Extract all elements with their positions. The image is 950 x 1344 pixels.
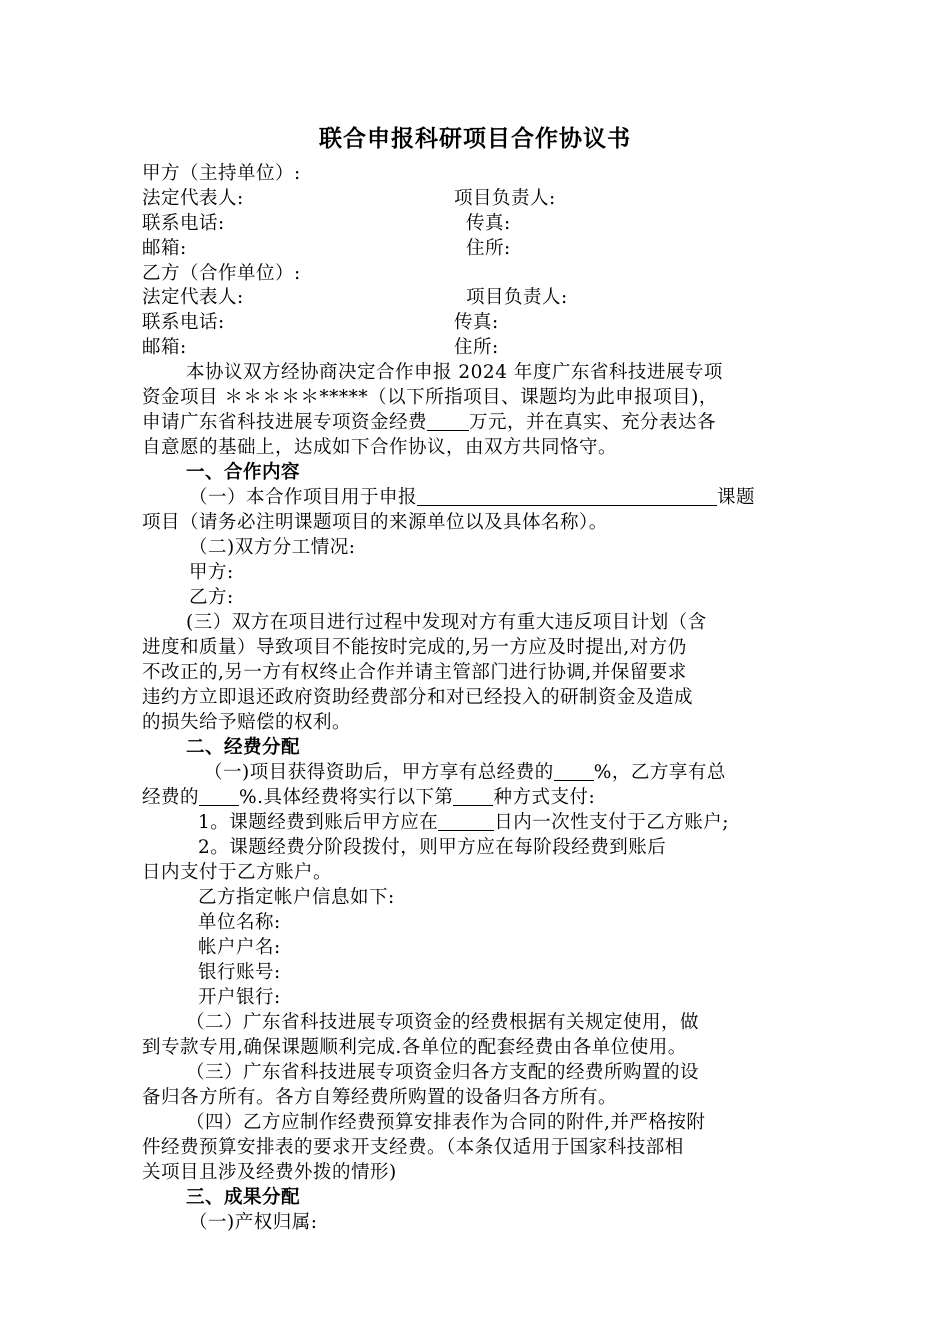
- project-name-blank: [417, 487, 717, 506]
- section-2-item-3-line-2: 备归各方所有。各方自筹经费所购置的设备归各方所有。: [142, 1087, 618, 1108]
- section-1-party-b: 乙方:: [189, 587, 234, 608]
- party-a-row-1: [142, 187, 812, 212]
- section-2-item-1-e: 种方式支付:: [493, 787, 596, 808]
- section-2-item-1-b: %，乙方享有总: [593, 762, 726, 783]
- party-b-row-2: [142, 311, 812, 336]
- intro-line-3: [142, 411, 812, 436]
- party-b-heading: 乙方（合作单位）:: [142, 263, 301, 284]
- account-unit-name: 单位名称:: [198, 912, 281, 933]
- party-b-fax: 传真:: [454, 312, 499, 333]
- party-a-row-2: [142, 212, 812, 237]
- section-2-option-1-b: 日内一次性支付于乙方账户;: [494, 812, 730, 833]
- section-1-item-3-line-3: 不改正的,另一方有权终止合作并请主管部门进行协调,并保留要求: [142, 662, 687, 683]
- section-2-heading: 二、经费分配: [186, 737, 301, 758]
- intro-line-1: 本协议双方经协商决定合作申报 2024 年度广东省科技进展专项: [186, 362, 723, 383]
- intro-line-3-a: 申请广东省科技进展专项资金经费: [142, 412, 428, 433]
- section-1-item-3-line-2: 进度和质量）导致项目不能按时完成的,另一方应及时提出,对方仍: [142, 637, 687, 658]
- section-1-party-a: 甲方:: [189, 562, 234, 583]
- section-2-item-1-line-2: [142, 786, 812, 811]
- party-a-phone: 联系电话:: [142, 213, 225, 234]
- intro-line-2: 资金项目 ＊＊＊＊＊*****（以下所指项目、课题均为此申报项目)，: [142, 387, 718, 408]
- party-a-address: 住所:: [466, 238, 511, 259]
- section-2-item-1-c: 经费的: [142, 787, 200, 808]
- section-1-item-1-b: 课题: [717, 487, 756, 508]
- party-b-row-1: [142, 286, 812, 311]
- party-b-address: 住所:: [454, 337, 499, 358]
- section-1-item-3-line-4: 违约方立即退还政府资助经费部分和对已经投入的研制资金及造成: [142, 687, 694, 708]
- account-info-heading: 乙方指定帐户信息如下:: [198, 887, 395, 908]
- intro-line-4: 自意愿的基础上，达成如下合作协议，由双方共同恪守。: [142, 437, 618, 458]
- section-1-item-3-line-5: 的损失给予赔偿的权利。: [142, 712, 352, 733]
- party-b-share-blank: [199, 787, 239, 806]
- party-a-legal-rep: 法定代表人:: [142, 188, 244, 209]
- section-2-option-2-line-2: 日内支付于乙方账户。: [142, 862, 333, 883]
- section-1-item-2: （二)双方分工情况:: [189, 537, 356, 558]
- section-1-heading: 一、合作内容: [186, 462, 301, 483]
- section-1-item-3-line-1: (三）双方在项目进行过程中发现对方有重大违反项目计划（含: [186, 612, 707, 633]
- section-3-item-1: （一)产权归属:: [189, 1212, 318, 1233]
- amount-blank: [427, 412, 469, 431]
- account-holder-name: 帐户户名:: [198, 937, 281, 958]
- section-2-item-4-line-1: （四）乙方应制作经费预算安排表作为合同的附件,并严格按附: [186, 1112, 706, 1133]
- payment-method-blank: [453, 787, 493, 806]
- party-a-share-blank: [554, 762, 594, 781]
- section-2-item-4-line-2: 件经费预算安排表的要求开支经费。（本条仅适用于国家科技部相: [142, 1137, 684, 1158]
- party-a-fax: 传真:: [466, 213, 511, 234]
- party-a-email: 邮箱:: [142, 238, 187, 259]
- section-2-option-2-line-1: 2。课题经费分阶段拨付，则甲方应在每阶段经费到账后: [198, 837, 667, 858]
- party-b-email: 邮箱:: [142, 337, 187, 358]
- section-2-option-1-a: 1。课题经费到账后甲方应在: [198, 812, 439, 833]
- section-2-item-4-line-3: 关项目且涉及经费外拨的情形): [142, 1162, 397, 1183]
- section-2-item-1-d: %.具体经费将实行以下第: [239, 787, 454, 808]
- section-3-heading: 三、成果分配: [186, 1187, 301, 1208]
- section-2-item-3-line-1: （三）广东省科技进展专项资金归各方支配的经费所购置的设: [186, 1062, 700, 1083]
- payment-days-blank: [438, 812, 494, 831]
- party-a-row-3: [142, 237, 812, 262]
- account-bank: 开户银行:: [198, 987, 281, 1008]
- party-b-project-lead: 项目负责人:: [466, 287, 568, 308]
- section-2-item-2-line-2: 到专款专用,确保课题顺利完成.各单位的配套经费由各单位使用。: [142, 1037, 687, 1058]
- account-bank-number: 银行账号:: [198, 962, 281, 983]
- section-2-option-1: [198, 811, 868, 836]
- document-title: 联合申报科研项目合作协议书: [319, 125, 631, 152]
- party-b-row-3: [142, 336, 812, 361]
- intro-line-3-b: 万元，并在真实、充分表达各: [469, 412, 717, 433]
- party-b-phone: 联系电话:: [142, 312, 225, 333]
- party-a-project-lead: 项目负责人:: [454, 188, 556, 209]
- party-a-heading: 甲方（主持单位）:: [142, 163, 301, 184]
- section-2-item-1-a: （一)项目获得资助后，甲方享有总经费的: [204, 762, 554, 783]
- section-1-item-1: [189, 486, 859, 511]
- section-1-item-1-c: 项目（请务必注明课题项目的来源单位以及具体名称）。: [142, 512, 608, 533]
- section-2-item-1-line-1: [204, 761, 874, 786]
- section-1-item-1-a: （一）本合作项目用于申报: [189, 487, 418, 508]
- party-b-legal-rep: 法定代表人:: [142, 287, 244, 308]
- section-2-item-2-line-1: （二）广东省科技进展专项资金的经费根据有关规定使用，做: [186, 1012, 700, 1033]
